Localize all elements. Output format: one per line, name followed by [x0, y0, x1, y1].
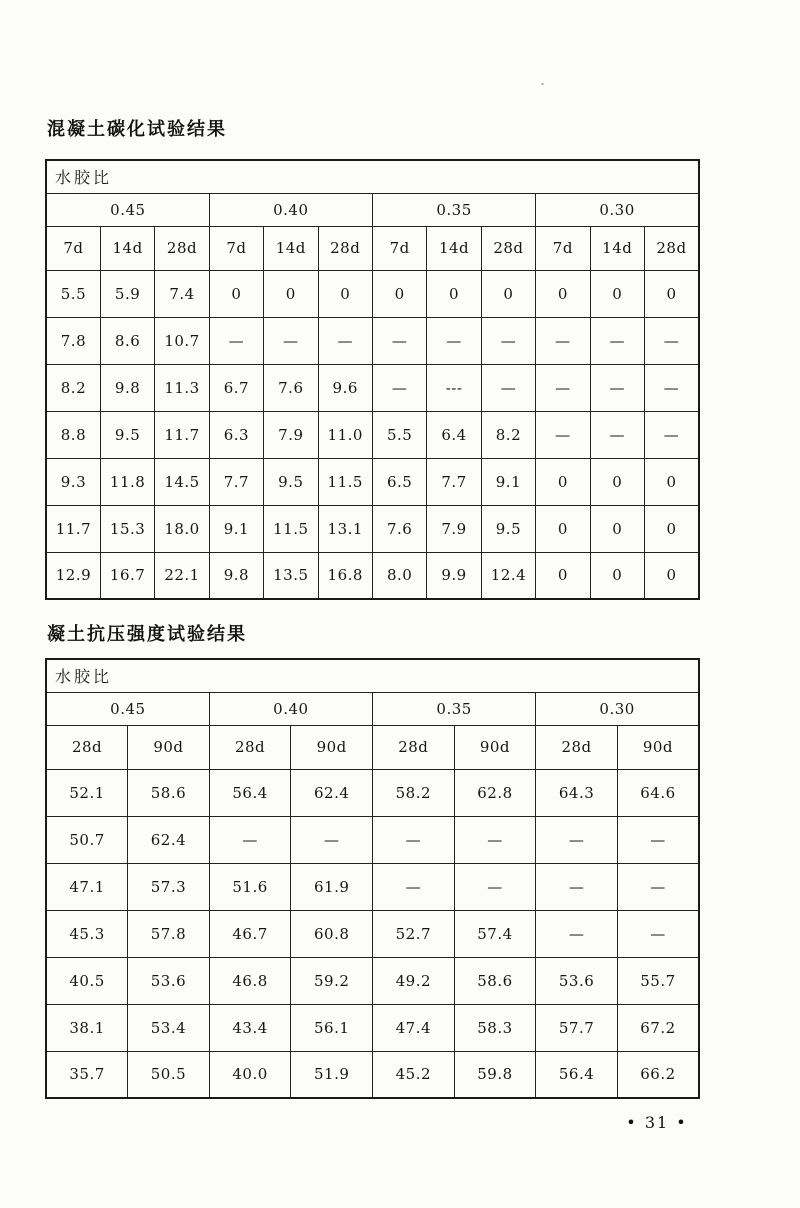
age-header-cell: 28d — [644, 226, 699, 270]
table-cell: 47.4 — [373, 1004, 455, 1051]
table-cell: 10.7 — [155, 317, 209, 364]
table-cell: 62.4 — [128, 816, 210, 863]
table-cell: — — [536, 317, 590, 364]
table-cell: 5.5 — [46, 270, 100, 317]
compressive-strength-table-title: 凝土抗压强度试验结果 — [47, 624, 247, 644]
table-cell: 58.2 — [373, 769, 455, 816]
table-cell: 46.7 — [209, 910, 291, 957]
table-cell: — — [617, 863, 699, 910]
table-cell: — — [536, 816, 618, 863]
table-cell: 57.7 — [536, 1004, 618, 1051]
age-header-cell: 28d — [46, 725, 128, 769]
table-cell: — — [644, 317, 699, 364]
table-row — [46, 458, 699, 505]
table-cell: 0 — [644, 505, 699, 552]
table-cell: — — [590, 364, 644, 411]
table-cell: — — [536, 411, 590, 458]
table-cell: 57.8 — [128, 910, 210, 957]
table-cell: 14.5 — [155, 458, 209, 505]
table-cell: 0 — [590, 505, 644, 552]
table-cell: 6.4 — [427, 411, 481, 458]
table-cell: — — [536, 364, 590, 411]
table-cell: — — [427, 317, 481, 364]
table-cell: 43.4 — [209, 1004, 291, 1051]
table-cell: 67.2 — [617, 1004, 699, 1051]
corner-label-row — [46, 659, 699, 692]
table-cell: 66.2 — [617, 1051, 699, 1098]
table-cell: 11.0 — [318, 411, 372, 458]
ratio-header-cell: 0.30 — [536, 692, 699, 725]
table-row — [46, 1004, 699, 1051]
scan-speck — [541, 83, 544, 85]
table-cell: 0 — [590, 270, 644, 317]
table-cell: 8.2 — [46, 364, 100, 411]
table-cell: 58.6 — [454, 957, 536, 1004]
table-cell: 8.8 — [46, 411, 100, 458]
table-cell: --- — [427, 364, 481, 411]
table-cell: — — [373, 863, 455, 910]
table-row — [46, 816, 699, 863]
table-cell: — — [590, 317, 644, 364]
table-cell: 16.7 — [100, 552, 154, 599]
table-cell: — — [536, 863, 618, 910]
table-cell: 62.8 — [454, 769, 536, 816]
age-header-cell: 28d — [373, 725, 455, 769]
table-cell: 9.6 — [318, 364, 372, 411]
table-cell: 9.5 — [481, 505, 535, 552]
table-cell: 12.9 — [46, 552, 100, 599]
table-row — [46, 364, 699, 411]
table-cell: 9.1 — [209, 505, 263, 552]
age-header-cell: 7d — [536, 226, 590, 270]
table-cell: 52.7 — [373, 910, 455, 957]
table-cell: 51.6 — [209, 863, 291, 910]
corner-label: 水胶比 — [46, 160, 699, 193]
table-cell: 57.3 — [128, 863, 210, 910]
table-row — [46, 910, 699, 957]
table-cell: 7.6 — [264, 364, 318, 411]
table-cell: 0 — [264, 270, 318, 317]
table-cell: 0 — [536, 552, 590, 599]
table-cell: 7.6 — [372, 505, 426, 552]
table-cell: 9.5 — [264, 458, 318, 505]
table-cell: — — [454, 863, 536, 910]
carbonation-results-table — [45, 159, 700, 600]
table-cell: 0 — [372, 270, 426, 317]
table-cell: 7.9 — [264, 411, 318, 458]
age-header-cell: 90d — [128, 725, 210, 769]
age-header-cell: 90d — [617, 725, 699, 769]
table-cell: — — [318, 317, 372, 364]
table-cell: — — [209, 816, 291, 863]
table-row — [46, 957, 699, 1004]
table-cell: — — [481, 364, 535, 411]
table-cell: 38.1 — [46, 1004, 128, 1051]
table-cell: 59.8 — [454, 1051, 536, 1098]
table-cell: 64.6 — [617, 769, 699, 816]
table-row — [46, 317, 699, 364]
ratio-header-row — [46, 692, 699, 725]
age-header-cell: 14d — [590, 226, 644, 270]
table-cell: — — [617, 816, 699, 863]
table-cell: 9.8 — [100, 364, 154, 411]
table-cell: — — [264, 317, 318, 364]
age-header-cell: 28d — [481, 226, 535, 270]
table-cell: 45.2 — [373, 1051, 455, 1098]
table-cell: — — [481, 317, 535, 364]
table-cell: 6.5 — [372, 458, 426, 505]
table-cell: 56.4 — [536, 1051, 618, 1098]
table-cell: 64.3 — [536, 769, 618, 816]
age-header-row — [46, 226, 699, 270]
table-cell: 58.6 — [128, 769, 210, 816]
table-cell: 49.2 — [373, 957, 455, 1004]
table-cell: 11.3 — [155, 364, 209, 411]
table-cell: 9.3 — [46, 458, 100, 505]
table-row — [46, 1051, 699, 1098]
age-header-cell: 7d — [209, 226, 263, 270]
table-cell: 0 — [536, 505, 590, 552]
ratio-header-cell: 0.40 — [209, 692, 372, 725]
ratio-header-cell: 0.35 — [373, 692, 536, 725]
table-row — [46, 863, 699, 910]
table-cell: 50.7 — [46, 816, 128, 863]
table-cell: 15.3 — [100, 505, 154, 552]
table-cell: 9.8 — [209, 552, 263, 599]
age-header-cell: 90d — [291, 725, 373, 769]
table-cell: 56.1 — [291, 1004, 373, 1051]
table-cell: 9.5 — [100, 411, 154, 458]
ratio-header-row — [46, 193, 699, 226]
table-cell: 0 — [590, 458, 644, 505]
table-cell: — — [454, 816, 536, 863]
corner-label-row — [46, 160, 699, 193]
compressive-strength-results-table — [45, 658, 700, 1099]
table-row — [46, 505, 699, 552]
table-cell: 11.5 — [264, 505, 318, 552]
table-cell: 6.3 — [209, 411, 263, 458]
table-cell: 0 — [536, 270, 590, 317]
table-cell: 35.7 — [46, 1051, 128, 1098]
table-cell: 0 — [481, 270, 535, 317]
table-cell: 0 — [590, 552, 644, 599]
table-cell: 45.3 — [46, 910, 128, 957]
table-cell: 56.4 — [209, 769, 291, 816]
table-cell: 60.8 — [291, 910, 373, 957]
table-cell: 13.1 — [318, 505, 372, 552]
table-cell: 12.4 — [481, 552, 535, 599]
age-header-cell: 7d — [46, 226, 100, 270]
table-cell: 9.1 — [481, 458, 535, 505]
table-cell: 50.5 — [128, 1051, 210, 1098]
table-cell: 53.6 — [128, 957, 210, 1004]
table-cell: 55.7 — [617, 957, 699, 1004]
table-cell: 61.9 — [291, 863, 373, 910]
table-cell: 7.7 — [209, 458, 263, 505]
table-cell: — — [372, 317, 426, 364]
table-row — [46, 270, 699, 317]
table-cell: 0 — [644, 552, 699, 599]
ratio-header-cell: 0.30 — [536, 193, 699, 226]
table-cell: — — [644, 411, 699, 458]
age-header-cell: 14d — [427, 226, 481, 270]
age-header-cell: 90d — [454, 725, 536, 769]
ratio-header-cell: 0.45 — [46, 692, 209, 725]
table-cell: 0 — [427, 270, 481, 317]
table-cell: 8.6 — [100, 317, 154, 364]
table-cell: 22.1 — [155, 552, 209, 599]
table-cell: 11.7 — [46, 505, 100, 552]
table-cell: 57.4 — [454, 910, 536, 957]
table-cell: 5.9 — [100, 270, 154, 317]
table-cell: 0 — [644, 458, 699, 505]
table-cell: 13.5 — [264, 552, 318, 599]
table-cell: 47.1 — [46, 863, 128, 910]
page-number: • 31 • — [626, 1113, 688, 1132]
table-cell: 62.4 — [291, 769, 373, 816]
table-cell: 40.5 — [46, 957, 128, 1004]
table-cell: — — [644, 364, 699, 411]
table-cell: 0 — [644, 270, 699, 317]
ratio-header-cell: 0.40 — [209, 193, 372, 226]
age-header-cell: 7d — [372, 226, 426, 270]
table-cell: 53.4 — [128, 1004, 210, 1051]
table-cell: 9.9 — [427, 552, 481, 599]
table-cell: 58.3 — [454, 1004, 536, 1051]
table-cell: 11.5 — [318, 458, 372, 505]
table-cell: 7.9 — [427, 505, 481, 552]
age-header-cell: 28d — [209, 725, 291, 769]
age-header-cell: 14d — [100, 226, 154, 270]
table-cell: — — [536, 910, 618, 957]
table-cell: — — [617, 910, 699, 957]
table-cell: 11.7 — [155, 411, 209, 458]
table-cell: 5.5 — [372, 411, 426, 458]
table-cell: 8.0 — [372, 552, 426, 599]
table-cell: 11.8 — [100, 458, 154, 505]
table-cell: — — [209, 317, 263, 364]
table-cell: — — [291, 816, 373, 863]
table-cell: 6.7 — [209, 364, 263, 411]
table-row — [46, 411, 699, 458]
ratio-header-cell: 0.45 — [46, 193, 209, 226]
table-cell: 16.8 — [318, 552, 372, 599]
carbonation-table-title: 混凝土碳化试验结果 — [47, 119, 227, 139]
table-row — [46, 769, 699, 816]
table-cell: 52.1 — [46, 769, 128, 816]
corner-label: 水胶比 — [46, 659, 699, 692]
table-cell: 7.8 — [46, 317, 100, 364]
table-cell: 7.4 — [155, 270, 209, 317]
table-cell: 53.6 — [536, 957, 618, 1004]
table-row — [46, 552, 699, 599]
table-cell: 46.8 — [209, 957, 291, 1004]
table-cell: — — [372, 364, 426, 411]
age-header-cell: 28d — [318, 226, 372, 270]
table-cell: — — [590, 411, 644, 458]
table-cell: 40.0 — [209, 1051, 291, 1098]
age-header-cell: 28d — [155, 226, 209, 270]
table-cell: 51.9 — [291, 1051, 373, 1098]
table-cell: 59.2 — [291, 957, 373, 1004]
table-cell: 8.2 — [481, 411, 535, 458]
table-cell: 0 — [536, 458, 590, 505]
age-header-cell: 14d — [264, 226, 318, 270]
table-cell: 0 — [318, 270, 372, 317]
table-cell: 7.7 — [427, 458, 481, 505]
table-cell: — — [373, 816, 455, 863]
ratio-header-cell: 0.35 — [372, 193, 535, 226]
age-header-row — [46, 725, 699, 769]
table-cell: 18.0 — [155, 505, 209, 552]
age-header-cell: 28d — [536, 725, 618, 769]
table-cell: 0 — [209, 270, 263, 317]
